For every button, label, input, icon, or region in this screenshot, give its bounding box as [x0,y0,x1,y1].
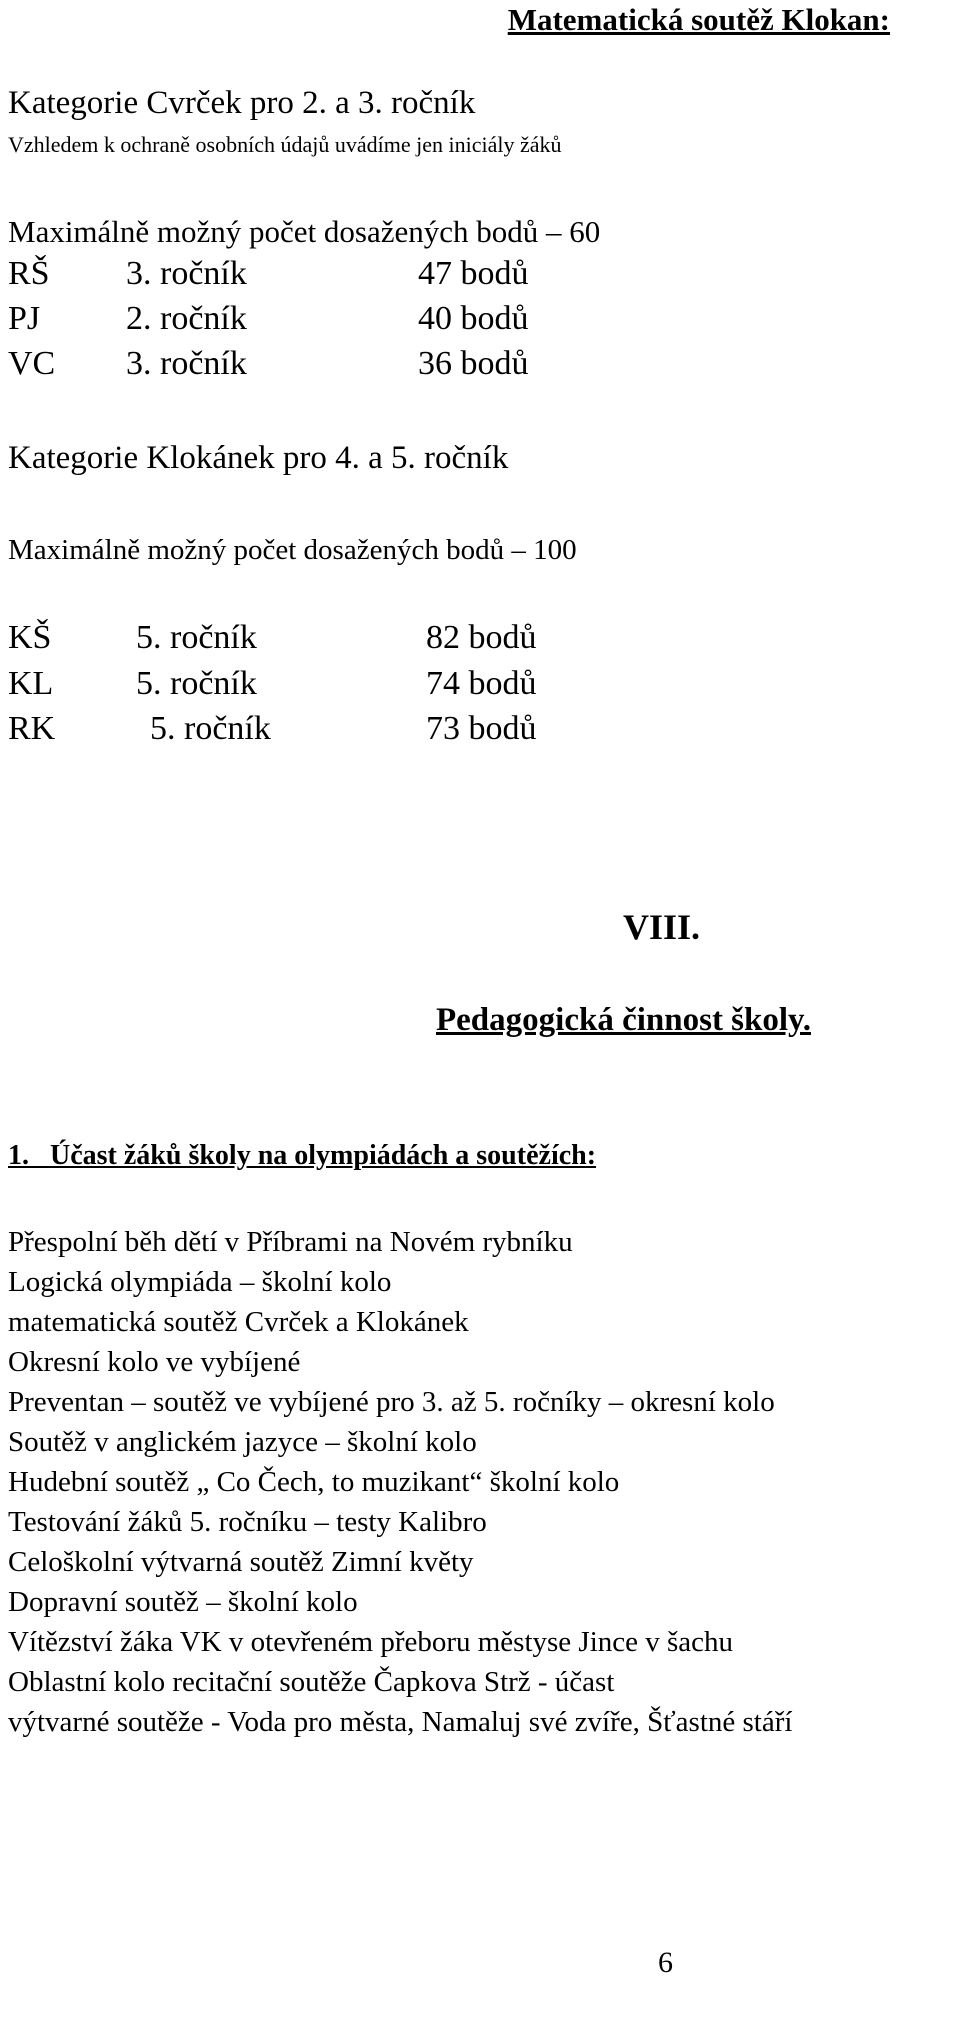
list-item: Dopravní soutěž – školní kolo [8,1586,358,1618]
result-initials: RŠ [8,255,50,292]
privacy-note: Vzhledem k ochraně osobních údajů uvádíme jen iniciály žáků [8,132,562,157]
category-klokanek-title: Kategorie Klokánek pro 4. a 5. ročník [8,440,509,476]
result-grade: 3. ročník [126,255,247,292]
competition-list [8,1222,792,1742]
contest-heading: Matematická soutěž Klokan: [507,2,890,37]
category-cvrcek-max-points: Maximálně možný počet dosažených bodů – 60 [8,214,601,249]
result-initials: RK [8,710,56,747]
list-item: Hudební soutěž „ Co Čech, to muzikant“ školní kolo [8,1466,620,1498]
list-item: Okresní kolo ve vybíjené [8,1346,301,1378]
list-item: Testování žáků 5. ročníku – testy Kalibro [8,1506,487,1538]
result-points: 36 bodů [418,345,529,382]
list-item: Preventan – soutěž ve vybíjené pro 3. až 5. ročníky – okresní kolo [8,1386,775,1418]
list-item: výtvarné soutěže - Voda pro města, Namaluj své zvíře, Šťastné stáří [8,1706,793,1738]
result-points: 74 bodů [426,665,537,702]
result-points: 82 bodů [426,619,537,656]
result-grade: 3. ročník [126,345,247,382]
result-initials: VC [8,345,56,382]
result-grade: 5. ročník [150,710,271,747]
list-item: Soutěž v anglickém jazyce – školní kolo [8,1426,477,1458]
list-item: Oblastní kolo recitační soutěže Čapkova Strž - účast [8,1666,615,1698]
list-item: Vítězství žáka VK v otevřeném přeboru městyse Jince v šachu [8,1626,734,1658]
result-grade: 5. ročník [136,619,257,656]
list-item: Přespolní běh dětí v Příbrami na Novém rybníku [8,1226,573,1258]
result-points: 73 bodů [426,710,537,747]
result-points: 47 bodů [418,255,529,292]
page-number: 6 [658,1946,673,1979]
result-points: 40 bodů [418,300,529,337]
subsection-heading: 1. Účast žáků školy na olympiádách a soutěžích: [8,1140,597,1171]
list-item: matematická soutěž Cvrček a Klokánek [8,1306,469,1338]
result-initials: KL [8,665,54,702]
section-title: Pedagogická činnost školy. [436,1002,811,1038]
list-item: Logická olympiáda – školní kolo [8,1266,392,1298]
category-cvrcek-title: Kategorie Cvrček pro 2. a 3. ročník [8,85,476,121]
category-klokanek-max-points: Maximálně možný počet dosažených bodů – 100 [8,534,577,566]
list-item: Celoškolní výtvarná soutěž Zimní květy [8,1546,474,1578]
result-initials: PJ [8,300,41,337]
result-initials: KŠ [8,619,52,656]
result-grade: 5. ročník [136,665,257,702]
section-number: VIII. [623,907,701,947]
result-grade: 2. ročník [126,300,247,337]
